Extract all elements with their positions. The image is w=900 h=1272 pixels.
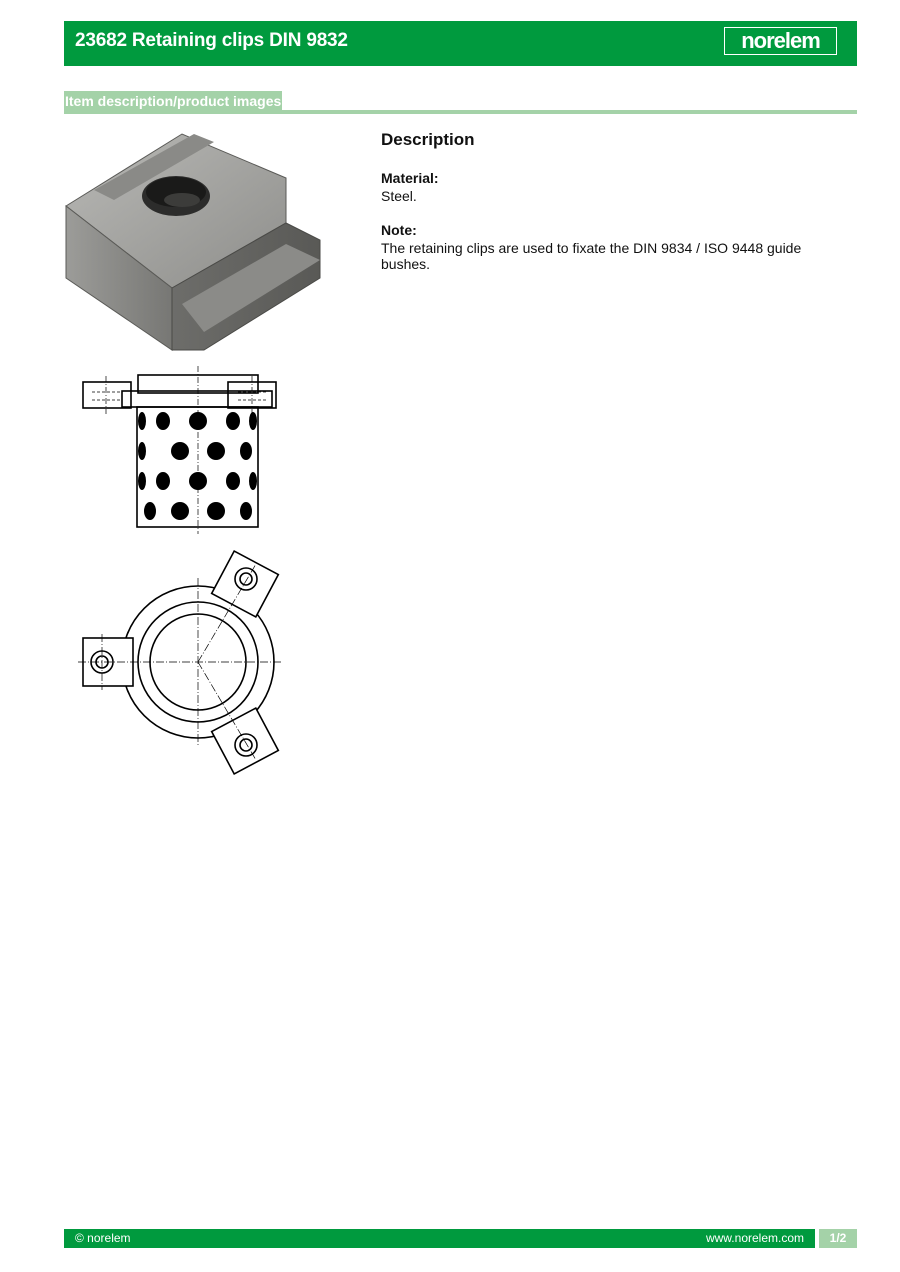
page-title: 23682 Retaining clips DIN 9832 (75, 30, 348, 51)
header-bar (64, 21, 857, 66)
note-label: Note: (381, 222, 417, 238)
side-view-drawing (78, 364, 283, 536)
note-value: The retaining clips are used to fixate the DIN 9834 / ISO 9448 guide bushes. (381, 240, 802, 272)
page-number: 1/2 (819, 1229, 857, 1248)
norelem-logo (724, 27, 837, 55)
description-title: Description (381, 130, 475, 149)
material-value: Steel. (381, 188, 417, 204)
description-panel (381, 130, 851, 290)
footer-bar (64, 1229, 815, 1248)
logo-text: norelem (741, 28, 820, 53)
product-photo (64, 128, 324, 354)
material-label: Material: (381, 170, 439, 186)
section-heading (64, 91, 857, 114)
top-view-drawing (78, 548, 283, 780)
copyright-text: © norelem (75, 1231, 131, 1245)
section-title: Item description/product images (65, 93, 282, 109)
website-link[interactable]: www.norelem.com (705, 1231, 804, 1245)
